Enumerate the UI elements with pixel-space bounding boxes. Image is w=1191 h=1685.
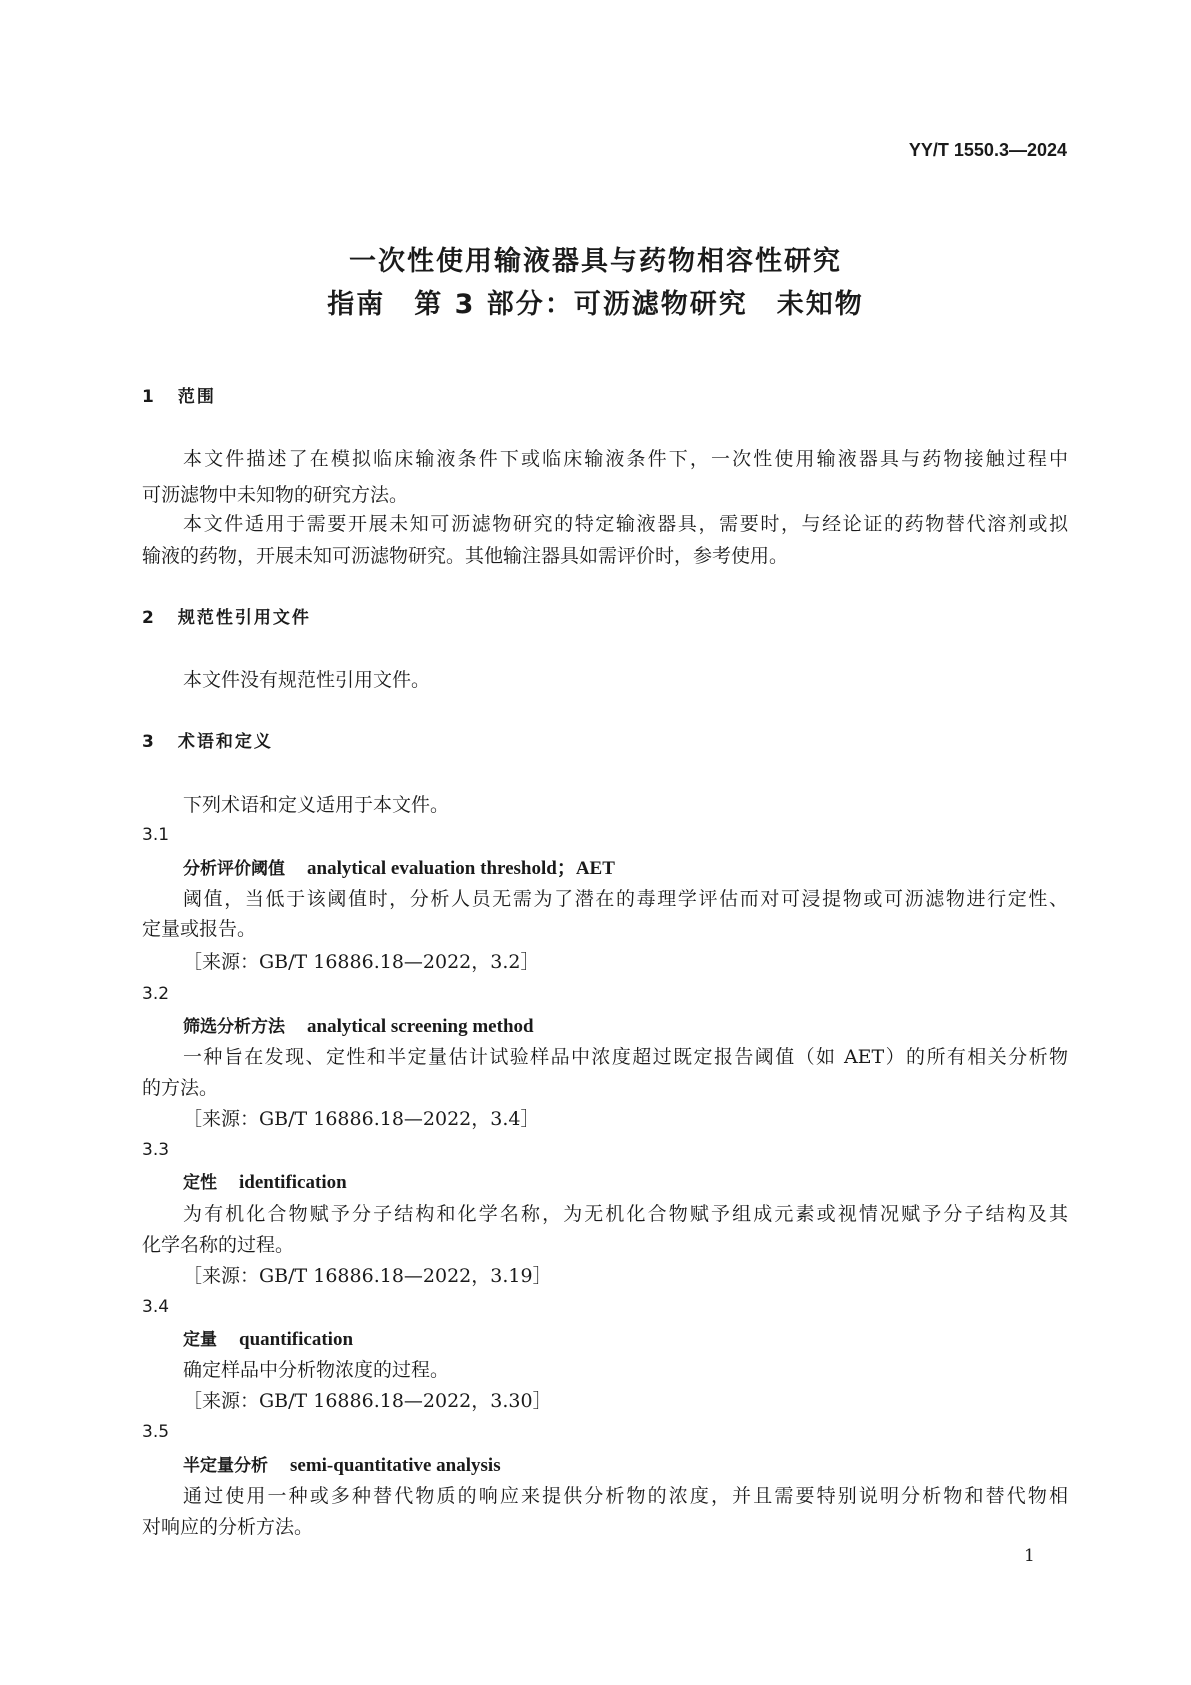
section-title: 术语和定义 [177, 732, 273, 752]
section-number: 2 [142, 608, 156, 628]
paragraph-line: 本文件适用于需要开展未知可沥滤物研究的特定输液器具，需要时，与经论证的药物替代溶剂或拟 [183, 513, 1068, 535]
title-line-2: 指南 第 3 部分：可沥滤物研究 未知物 [327, 289, 864, 320]
term-source: ［来源：GB/T 16886.18—2022，3.19］ [183, 1265, 552, 1287]
term-definition-line: 一种旨在发现、定性和半定量估计试验样品中浓度超过既定报告阈值（如 AET）的所有相关分析物 [183, 1046, 1068, 1068]
section-heading-normative-references [142, 603, 1068, 633]
term-number: 3.1 [142, 825, 170, 845]
term-en: identification [239, 1172, 347, 1193]
section-number: 1 [142, 387, 156, 407]
section-title: 范围 [177, 387, 216, 407]
term-zh: 定量 [183, 1330, 217, 1350]
paragraph-line: 可沥滤物中未知物的研究方法。 [142, 484, 409, 506]
term-definition-line: 通过使用一种或多种替代物质的响应来提供分析物的浓度，并且需要特别说明分析物和替代物相 [183, 1485, 1068, 1507]
term-heading [183, 853, 1068, 883]
term-definition-line: 为有机化合物赋予分子结构和化学名称，为无机化合物赋予组成元素或视情况赋予分子结构及其 [183, 1203, 1068, 1225]
paragraph-line: 本文件没有规范性引用文件。 [183, 669, 431, 691]
term-zh: 分析评价阈值 [183, 859, 285, 879]
term-definition-line: 确定样品中分析物浓度的过程。 [183, 1359, 450, 1381]
term-definition-line: 化学名称的过程。 [142, 1234, 295, 1256]
section-title: 规范性引用文件 [177, 608, 311, 628]
term-source: ［来源：GB/T 16886.18—2022，3.30］ [183, 1390, 552, 1412]
term-source: ［来源：GB/T 16886.18—2022，3.2］ [183, 951, 540, 973]
paragraph-line: 本文件描述了在模拟临床输液条件下或临床输液条件下，一次性使用输液器具与药物接触过程中 [183, 448, 1068, 470]
term-number: 3.2 [142, 984, 170, 1004]
paragraph-line: 输液的药物，开展未知可沥滤物研究。其他输注器具如需评价时，参考使用。 [142, 545, 789, 567]
term-en: semi-quantitative analysis [290, 1455, 501, 1476]
term-heading [183, 1011, 1068, 1041]
term-definition-line: 对响应的分析方法。 [142, 1516, 314, 1538]
term-heading [183, 1450, 1068, 1480]
section-heading-terms [142, 727, 1068, 757]
term-source: ［来源：GB/T 16886.18—2022，3.4］ [183, 1108, 540, 1130]
term-definition-line: 的方法。 [142, 1077, 219, 1099]
page-number: 1 [1024, 1546, 1035, 1566]
term-definition-line: 阈值，当低于该阈值时，分析人员无需为了潜在的毒理学评估而对可浸提物或可沥滤物进行定性、 [183, 888, 1068, 910]
term-number: 3.5 [142, 1422, 170, 1442]
title-line-1: 一次性使用输液器具与药物相容性研究 [349, 246, 842, 277]
paragraph-line: 下列术语和定义适用于本文件。 [183, 794, 450, 816]
term-number: 3.4 [142, 1297, 170, 1317]
term-zh: 筛选分析方法 [183, 1017, 285, 1037]
term-number: 3.3 [142, 1140, 170, 1160]
term-definition-line: 定量或报告。 [142, 918, 257, 940]
term-zh: 定性 [183, 1173, 217, 1193]
term-en: analytical screening method [307, 1016, 534, 1037]
section-number: 3 [142, 732, 156, 752]
term-zh: 半定量分析 [183, 1456, 268, 1476]
doc-number: YY/T 1550.3—2024 [908, 140, 1067, 160]
term-heading [183, 1324, 1068, 1354]
term-en: quantification [239, 1329, 354, 1350]
section-heading-scope [142, 382, 1068, 412]
term-en: analytical evaluation threshold；AET [307, 858, 615, 879]
term-heading [183, 1167, 1068, 1197]
